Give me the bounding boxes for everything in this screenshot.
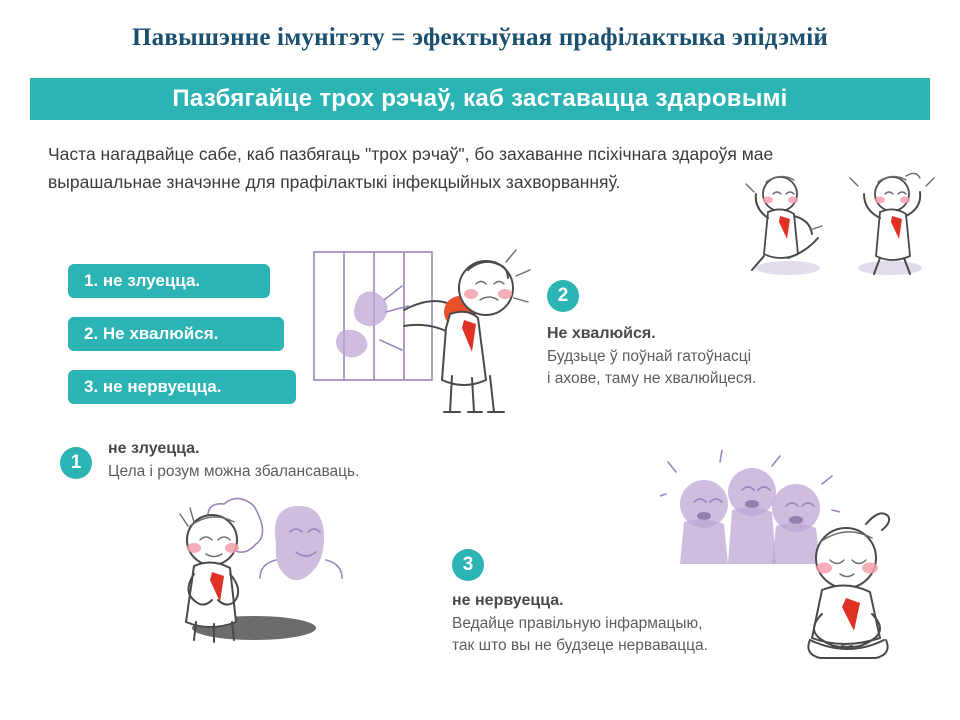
pill-item-1: 1. не злуецца. — [68, 264, 270, 298]
illustration-two-people-exercising — [740, 168, 950, 278]
number-badge-1: 1 — [60, 447, 92, 479]
caption-heading-1: не злуецца. — [108, 440, 200, 457]
banner — [30, 78, 930, 120]
number-badge-3: 3 — [452, 549, 484, 581]
caption-block-1 — [108, 440, 359, 483]
caption-line-3-1: Ведайце правільную інфармацыю, — [452, 615, 703, 632]
caption-heading-2: Не хвалюйся. — [547, 325, 656, 342]
caption-line-2-1: Будзьце ў поўнай гатоўнасці — [547, 348, 752, 365]
caption-block-2 — [547, 325, 756, 391]
illustration-angry-person-punching-wall — [300, 240, 560, 420]
caption-heading-3: не нервуецца. — [452, 592, 564, 609]
illustration-calm-person-meditating — [780, 510, 930, 670]
illustration-worried-person-with-ghost — [150, 488, 390, 648]
intro-paragraph: Часта нагадвайце сабе, каб пазбягаць "трох рэчаў", бо захаванне псіхічнага здароўя мае вырашальнае значэнне для прафілактыкі інфекцыйных захворванняў. — [48, 144, 774, 193]
caption-line-2-2: і ахове, таму не хвалюйцеся. — [547, 370, 757, 388]
pill-item-2: 2. Не хвалюйся. — [68, 317, 284, 351]
caption-line-3-2: так што вы не будзеце нервавацца. — [452, 637, 708, 655]
number-badge-2: 2 — [547, 280, 579, 312]
banner-text: Пазбягайце трох рэчаў, каб заставацца здаровымі — [172, 85, 788, 112]
caption-line-1-1: Цела і розум можна збалансаваць. — [108, 463, 360, 480]
pill-item-3: 3. не нервуецца. — [68, 370, 296, 404]
page-title: Павышэнне імунітэту = эфектыўная прафілактыка эпідэмій — [132, 24, 828, 51]
caption-block-3 — [452, 592, 708, 658]
